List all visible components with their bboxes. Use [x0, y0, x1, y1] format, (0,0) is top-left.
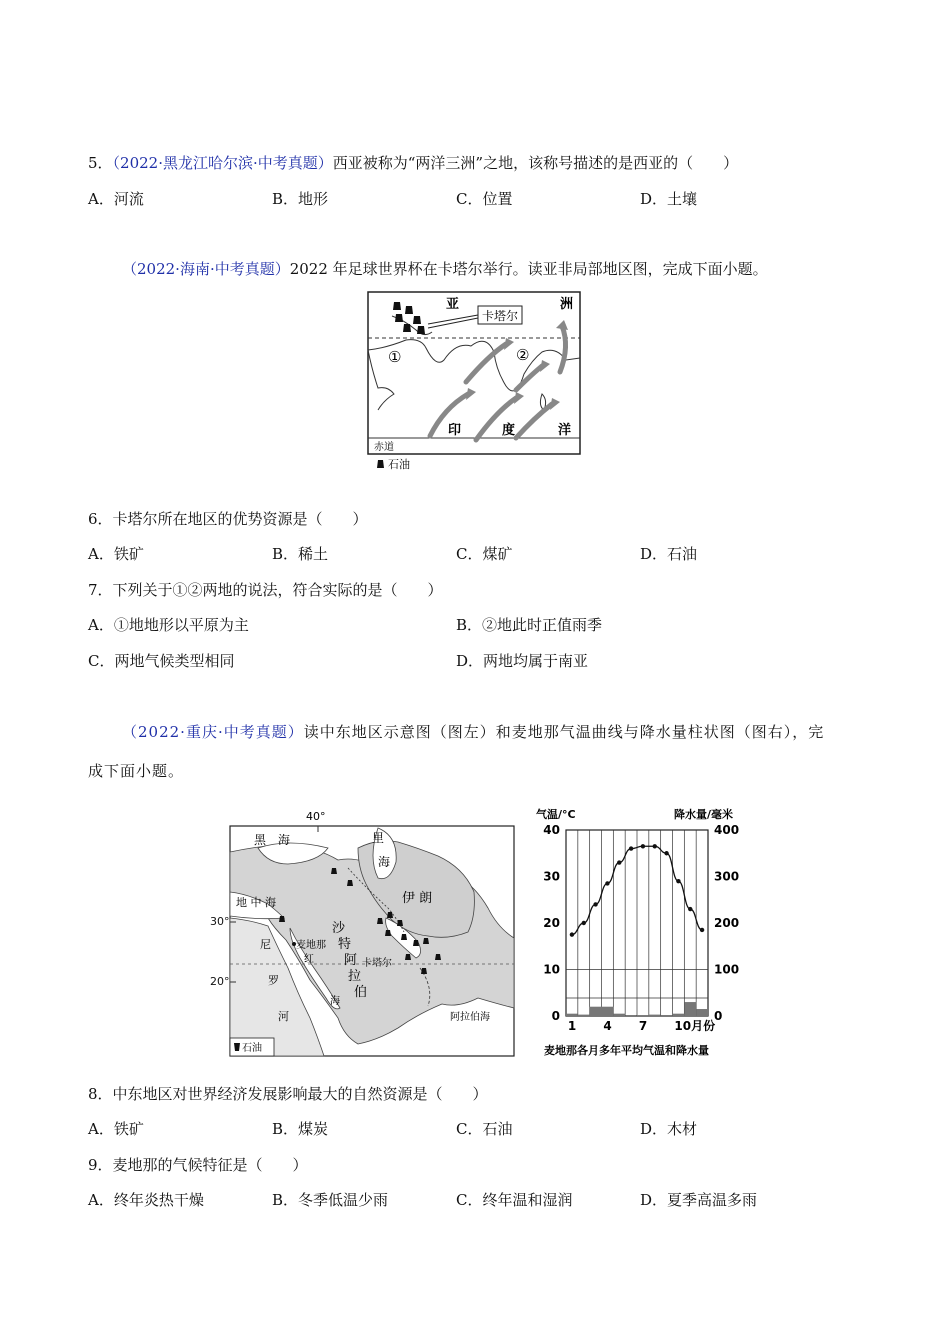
q7-option-b[interactable]: B．②地此时正值雨季 [456, 616, 603, 634]
q8-option-d[interactable]: D．木材 [640, 1120, 698, 1138]
map2-medina: 麦地那 [296, 940, 326, 951]
asia-africa-map [366, 290, 582, 472]
group2-text-1: 读中东地区示意图（图左）和麦地那气温曲线与降水量柱状图（图右），完 [303, 723, 825, 741]
q8-option-b[interactable]: B．煤炭 [272, 1120, 329, 1138]
q7-option-d[interactable]: D．两地均属于南亚 [456, 652, 589, 670]
precip-bar [590, 1007, 602, 1016]
q9-stem: 9．麦地那的气候特征是（ ） [88, 1156, 308, 1174]
group1-text: 2022 年足球世界杯在卡塔尔举行。读亚非局部地区图，完成下面小题。 [289, 260, 768, 278]
map1-label-ocean-1: 印 [448, 423, 462, 438]
map1-label-asia-1: 亚 [446, 297, 460, 312]
map2-mediterranean: 地 中 海 [236, 896, 276, 909]
map2-legend-oil: 石油 [242, 1043, 262, 1054]
temperature-point [582, 921, 586, 925]
temperature-point [641, 844, 645, 848]
map2-red-sea-1: 红 [304, 954, 314, 965]
temperature-point [664, 851, 668, 855]
temperature-point [629, 846, 633, 850]
map2-lat-30-label: 30° [210, 915, 230, 928]
map2-red-sea-2: 海 [330, 996, 340, 1007]
medina-climate-chart [532, 804, 752, 1060]
chart-ylabel-right: 降水量/毫米 [674, 808, 734, 821]
map2-saudi-1: 沙 [332, 921, 346, 936]
right-tick-label: 200 [714, 916, 740, 930]
precip-bar [613, 1014, 625, 1016]
left-tick-label: 10 [543, 962, 560, 977]
group2-source: （2022·重庆·中考真题） [122, 723, 304, 741]
q9-option-b[interactable]: B．冬季低温少雨 [272, 1191, 389, 1209]
x-tick-label: 4 [603, 1019, 612, 1033]
x-tick-label: 10月份 [674, 1019, 716, 1033]
map1-label-equator: 赤道 [374, 442, 394, 453]
map1-label-qatar: 卡塔尔 [481, 309, 519, 323]
q6-stem: 6．卡塔尔所在地区的优势资源是（ ） [88, 510, 368, 528]
map2-nile-3: 河 [278, 1010, 289, 1023]
group1-intro [122, 258, 768, 279]
q6-option-d[interactable]: D．石油 [640, 545, 698, 563]
group2-intro-line2: 成下面小题。 [88, 762, 185, 780]
map2-black-sea: 黑 海 [254, 833, 291, 847]
precip-bar [578, 1015, 590, 1016]
chart-ylabel-left: 气温/°C [536, 808, 576, 821]
right-tick-label: 0 [714, 1009, 723, 1023]
temperature-point [570, 932, 574, 936]
q7-option-c[interactable]: C．两地气候类型相同 [88, 652, 235, 670]
map1-label-region1: ① [388, 348, 402, 366]
q5-option-a[interactable]: A．河流 [88, 190, 144, 208]
q7-stem: 7．下列关于①②两地的说法，符合实际的是（ ） [88, 581, 443, 599]
map2-saudi-4: 拉 [348, 969, 362, 984]
q8-option-c[interactable]: C．石油 [456, 1120, 513, 1138]
map2-nile-2: 罗 [268, 974, 279, 987]
q5-source: （2022·黑龙江哈尔滨·中考真题） [112, 154, 333, 172]
x-tick-label: 7 [638, 1019, 648, 1033]
left-tick-label: 40 [543, 823, 560, 837]
q7-option-a[interactable]: A．①地地形以平原为主 [88, 616, 249, 634]
oil-legend-icon [377, 460, 384, 468]
q6-option-a[interactable]: A．铁矿 [88, 545, 144, 563]
temperature-point [688, 907, 692, 911]
map2-nile-1: 尼 [260, 938, 271, 951]
map2-caspian-2: 海 [378, 855, 391, 869]
group1-source: （2022·海南·中考真题） [122, 260, 290, 278]
left-tick-label: 30 [543, 869, 560, 884]
precip-bar [684, 1002, 696, 1016]
map1-legend-oil: 石油 [388, 458, 410, 471]
temperature-point [700, 928, 704, 932]
x-tick-label: 1 [567, 1019, 577, 1033]
q9-option-c[interactable]: C．终年温和湿润 [456, 1191, 573, 1209]
map1-label-ocean-3: 洋 [558, 423, 572, 438]
right-tick-label: 400 [714, 823, 740, 837]
middle-east-map [228, 808, 516, 1058]
map1-label-asia-2: 洲 [560, 297, 574, 312]
q6-option-c[interactable]: C．煤矿 [456, 545, 513, 563]
map1-label-region2: ② [516, 346, 530, 364]
temperature-point [617, 860, 621, 864]
q5-line [88, 152, 738, 173]
map2-saudi-3: 阿 [344, 953, 358, 968]
q8-stem: 8．中东地区对世界经济发展影响最大的自然资源是（ ） [88, 1085, 488, 1103]
q5-number: 5． [88, 154, 113, 172]
temperature-point [676, 879, 680, 883]
q5-option-c[interactable]: C．位置 [456, 190, 513, 208]
q9-option-a[interactable]: A．终年炎热干燥 [88, 1191, 204, 1209]
temperature-point [653, 844, 657, 848]
group2-intro-line1 [122, 721, 824, 742]
medina-dot [292, 942, 296, 946]
q8-option-a[interactable]: A．铁矿 [88, 1120, 144, 1138]
q9-option-d[interactable]: D．夏季高温多雨 [640, 1191, 758, 1209]
map2-lat-20-label: 20° [210, 975, 230, 988]
map2-qatar: 卡塔尔 [362, 958, 392, 969]
precip-bar [637, 1015, 649, 1016]
map2-saudi-5: 伯 [354, 985, 368, 1000]
q6-option-b[interactable]: B．稀土 [272, 545, 329, 563]
map2-iran: 伊 朗 [402, 891, 433, 906]
map2-arabian-sea: 阿拉伯海 [450, 1012, 490, 1023]
precip-bar [602, 1007, 614, 1016]
map1-label-ocean-2: 度 [502, 423, 516, 438]
temperature-point [593, 902, 597, 906]
map2-oil-legend-icon [234, 1043, 240, 1051]
map2-saudi-2: 特 [338, 937, 352, 952]
q5-option-d[interactable]: D．土壤 [640, 190, 698, 208]
left-tick-label: 20 [543, 916, 560, 930]
chart-title: 麦地那各月多年平均气温和降水量 [544, 1044, 709, 1057]
temperature-point [605, 881, 609, 885]
map2-lon-40: 40° [306, 810, 326, 823]
precip-bar [696, 1009, 708, 1016]
q5-option-b[interactable]: B．地形 [272, 190, 329, 208]
right-tick-label: 300 [714, 869, 740, 884]
precip-bar [649, 1015, 661, 1016]
precip-bar [566, 1014, 578, 1016]
left-tick-label: 0 [551, 1009, 560, 1023]
map2-caspian-1: 里 [372, 831, 385, 845]
right-tick-label: 100 [714, 962, 740, 977]
q5-stem: 西亚被称为“两洋三洲”之地，该称号描述的是西亚的（ ） [332, 154, 739, 172]
precip-bar [673, 1014, 685, 1016]
